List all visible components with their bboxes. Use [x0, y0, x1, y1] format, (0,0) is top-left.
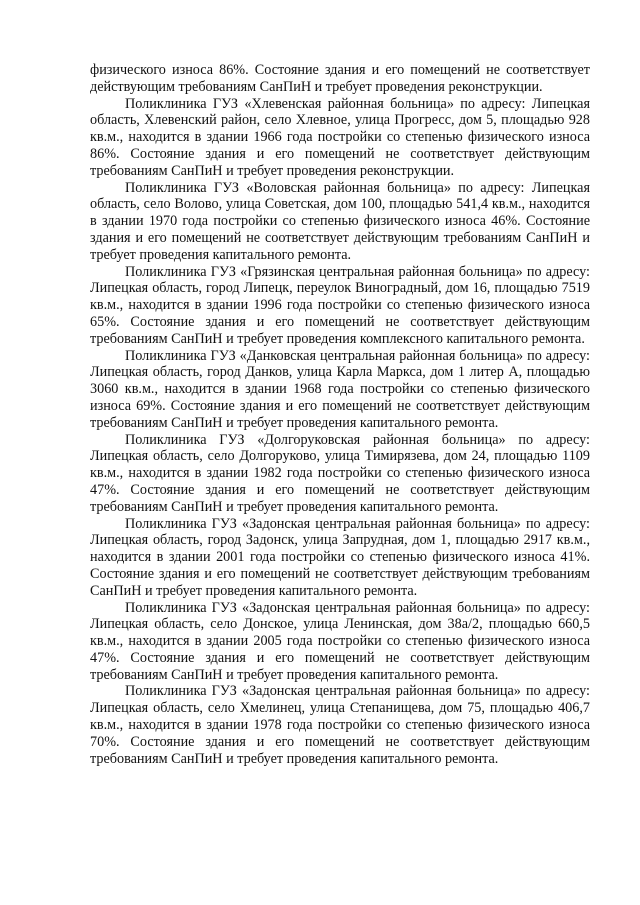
document-page [90, 62, 590, 767]
paragraph-donskoe-clinic: Поликлиника ГУЗ «Задонская центральная районная больница» по адресу: Липецкая область, село Донское, улица Ленинская, дом 38а/2, площадью 660,5 кв.м., находится в здании 2005 года постройки со степенью физического износа 47%. Состояние здания и его помещений не соответствует действующим требованиям СанПиН и требует проведения капитального ремонта. [90, 599, 590, 683]
paragraph-khlevnoe-clinic: Поликлиника ГУЗ «Хлевенская районная больница» по адресу: Липецкая область, Хлевенский район, село Хлевное, улица Прогресс, дом 5, площадью 928 кв.м., находится в здании 1966 года постройки со степенью физического износа 86%. Состояние здания и его помещений не соответствует действующим требованиям СанПиН и требует проведения реконструкции. [90, 95, 590, 179]
paragraph-khmelinets-clinic: Поликлиника ГУЗ «Задонская центральная районная больница» по адресу: Липецкая область, село Хмелинец, улица Степанищева, дом 75, площадью 406,7 кв.м., находится в здании 1978 года постройки со степенью физического износа 70%. Состояние здания и его помещений не соответствует действующим требованиям СанПиН и требует проведения капитального ремонта. [90, 683, 590, 767]
paragraph-continuation: физического износа 86%. Состояние здания и его помещений не соответствует действующим требованиям СанПиН и требует проведения реконструкции. [90, 62, 590, 95]
paragraph-volovo-clinic: Поликлиника ГУЗ «Воловская районная больница» по адресу: Липецкая область, село Волово, улица Советская, дом 100, площадью 541,4 кв.м., находится в здании 1970 года постройки со степенью физического износа 46%. Состояние здания и его помещений не соответствует действующим требованиям СанПиН и требует проведения капитального ремонта. [90, 179, 590, 263]
paragraph-zadonsk-clinic: Поликлиника ГУЗ «Задонская центральная районная больница» по адресу: Липецкая область, город Задонск, улица Запрудная, дом 1, площадью 2917 кв.м., находится в здании 2001 года постройки со степенью физического износа 41%. Состояние здания и его помещений не соответствует действующим требованиям СанПиН и требует проведения капитального ремонта. [90, 515, 590, 599]
paragraph-gryazi-clinic: Поликлиника ГУЗ «Грязинская центральная районная больница» по адресу: Липецкая область, город Липецк, переулок Виноградный, дом 16, площадью 7519 кв.м., находится в здании 1996 года постройки со степенью физического износа 65%. Состояние здания и его помещений не соответствует действующим требованиям СанПиН и требует проведения комплексного капитального ремонта. [90, 263, 590, 347]
paragraph-dolgorukovo-clinic: Поликлиника ГУЗ «Долгоруковская районная больница» по адресу: Липецкая область, село Долгоруково, улица Тимирязева, дом 24, площадью 1109 кв.м., находится в здании 1982 года постройки со степенью физического износа 47%. Состояние здания и его помещений не соответствует действующим требованиям СанПиН и требует проведения капитального ремонта. [90, 431, 590, 515]
paragraph-dankov-clinic: Поликлиника ГУЗ «Данковская центральная районная больница» по адресу: Липецкая область, город Данков, улица Карла Маркса, дом 1 литер А, площадью 3060 кв.м., находится в здании 1968 года постройки со степенью физического износа 69%. Состояние здания и его помещений не соответствует действующим требованиям СанПиН и требует проведения капитального ремонта. [90, 347, 590, 431]
